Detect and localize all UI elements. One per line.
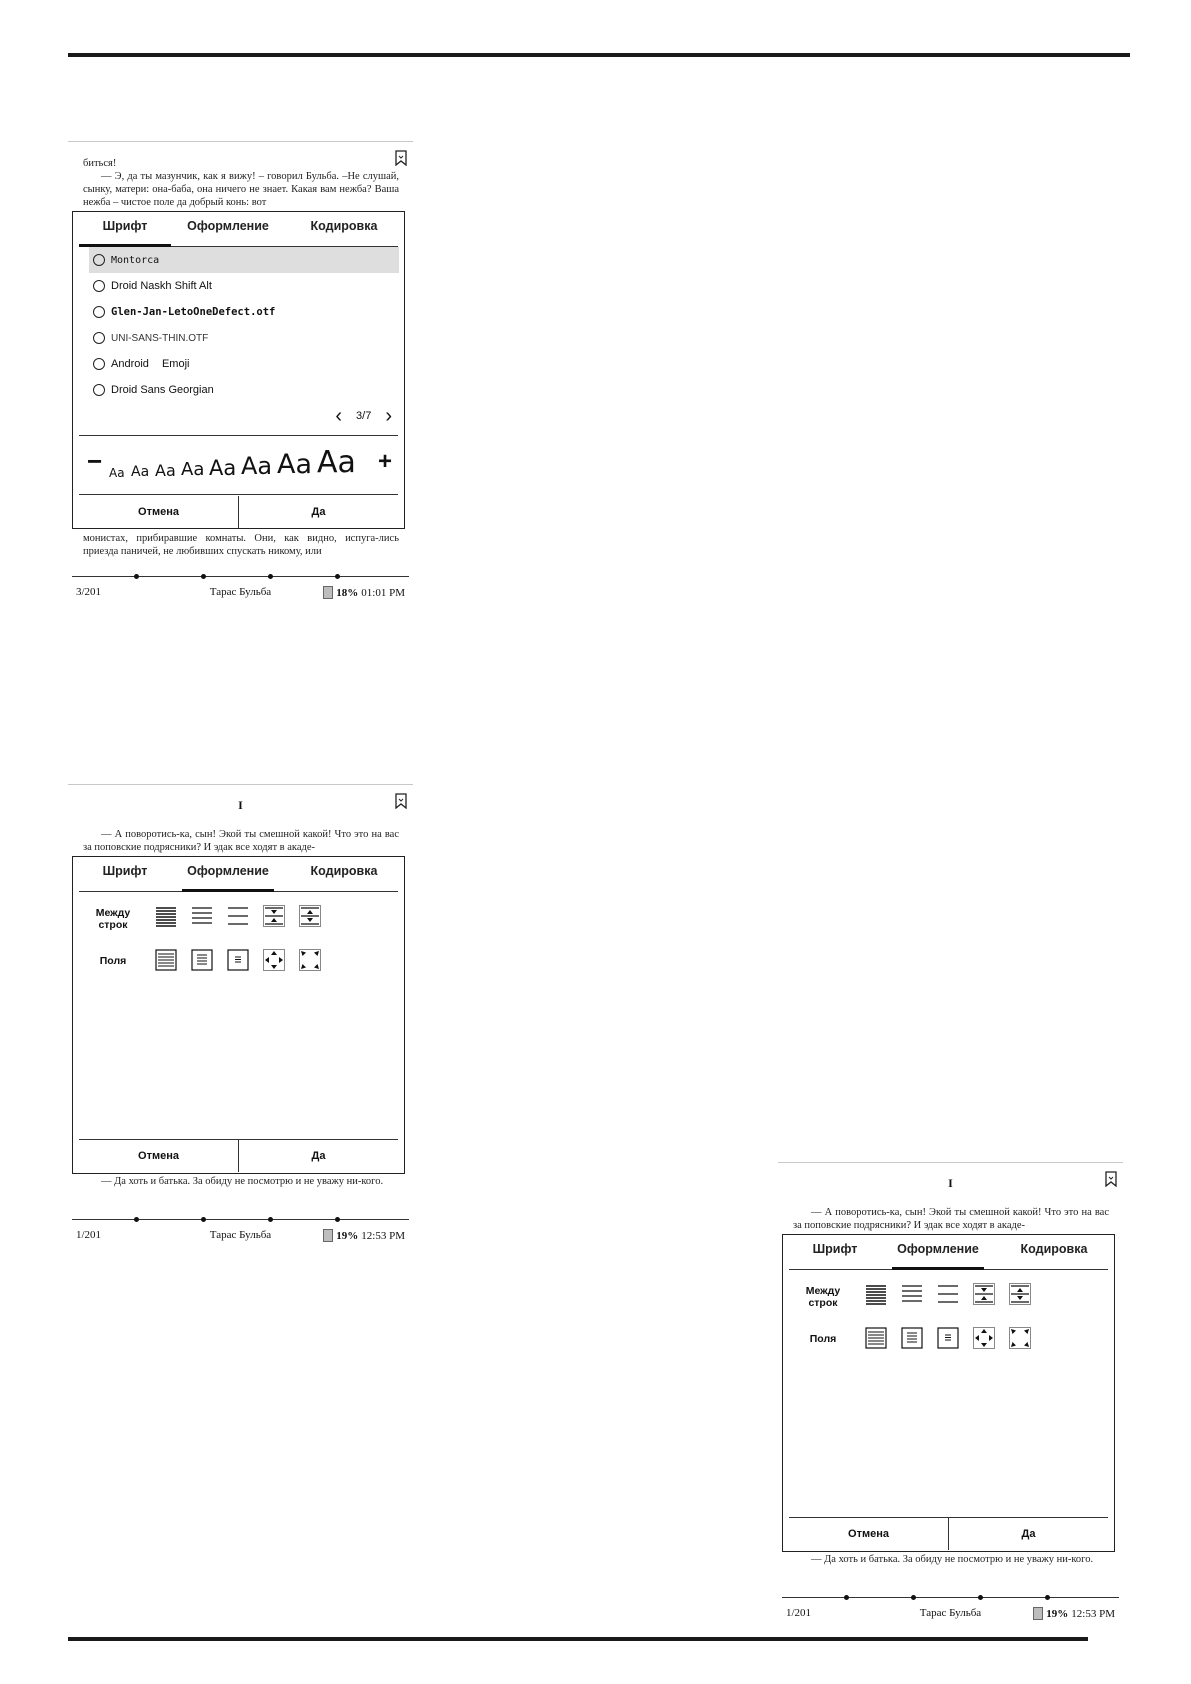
cancel-button[interactable]: Отмена	[79, 1140, 239, 1172]
radio-button-icon	[93, 254, 105, 266]
line-spacing-increase-icon[interactable]	[299, 905, 321, 927]
line-spacing-label: Между строк	[95, 907, 131, 931]
margins-label: Поля	[809, 1333, 837, 1345]
clock: 01:01 PM	[361, 586, 405, 599]
dialog-buttons	[79, 1139, 398, 1172]
layout-settings-dialog	[782, 1234, 1115, 1552]
font-size-option[interactable]: Aa	[209, 456, 237, 480]
battery-level: 19%	[1046, 1607, 1069, 1620]
font-size-selector	[79, 435, 398, 495]
reading-progress-bar[interactable]	[72, 576, 409, 577]
line-spacing-increase-icon[interactable]	[1009, 1283, 1031, 1305]
status-bar	[786, 1607, 1115, 1621]
margins-large-icon[interactable]	[937, 1327, 959, 1349]
dialog-buttons	[79, 496, 398, 528]
font-option[interactable]	[89, 351, 399, 377]
progress-dot	[134, 574, 139, 579]
progress-dot	[1045, 1595, 1050, 1600]
page-number: 1/201	[786, 1607, 812, 1619]
decrease-size-button[interactable]: −	[87, 446, 103, 476]
book-title: Тарас Бульба	[209, 586, 272, 598]
dialog-buttons	[789, 1517, 1108, 1550]
book-title: Тарас Бульба	[919, 1607, 982, 1619]
font-settings-dialog	[72, 211, 405, 529]
tab-encoding[interactable]: Кодировка	[1020, 1242, 1088, 1256]
page-number: 1/201	[76, 1229, 102, 1241]
font-size-option[interactable]: Aa	[241, 452, 273, 480]
battery-level: 18%	[336, 586, 359, 599]
line-spacing-wide-icon[interactable]	[227, 905, 249, 927]
chapter-number: I	[948, 1176, 953, 1190]
font-option[interactable]	[89, 273, 399, 299]
increase-size-button[interactable]: +	[377, 448, 392, 475]
layout-settings-dialog	[72, 856, 405, 1174]
margins-decrease-icon[interactable]	[263, 949, 285, 971]
cancel-button[interactable]: Отмена	[79, 496, 239, 528]
font-option-label: Montorca	[111, 254, 160, 266]
book-text-bottom: — Да хоть и батька. За обиду не посмотрю и не уважу ни-кого.	[101, 1176, 384, 1187]
page-number: 3/201	[76, 586, 102, 598]
line-spacing-normal-icon[interactable]	[191, 905, 213, 927]
font-option[interactable]	[89, 247, 399, 273]
progress-dot	[844, 1595, 849, 1600]
tab-encoding[interactable]: Кодировка	[310, 864, 378, 878]
page-top-rule	[68, 53, 1130, 57]
progress-dot	[268, 574, 273, 579]
clock: 12:53 PM	[361, 1229, 405, 1242]
reading-progress-bar[interactable]	[72, 1219, 409, 1220]
radio-button-icon	[93, 306, 105, 318]
settings-tabs	[789, 1235, 1108, 1270]
progress-dot	[978, 1595, 983, 1600]
line-spacing-tight-icon[interactable]	[865, 1283, 887, 1305]
screen-top-line	[68, 141, 413, 142]
radio-button-icon	[93, 384, 105, 396]
status-bar	[76, 1229, 405, 1243]
font-size-option[interactable]: Aa	[131, 464, 150, 480]
font-option[interactable]	[89, 377, 399, 403]
tab-layout[interactable]: Оформление	[892, 1242, 984, 1268]
reader-screen-font	[68, 141, 413, 601]
progress-dot	[268, 1217, 273, 1222]
ok-button[interactable]: Да	[311, 506, 326, 518]
status-bar	[76, 586, 405, 600]
chapter-number: I	[238, 798, 243, 812]
line-spacing-decrease-icon[interactable]	[263, 905, 285, 927]
book-text-top: — А поворотись-ка, сын! Экой ты смешной какой! Что это на вас за поповские подрясники? И эдак все ходят в акаде-	[793, 1207, 1109, 1231]
book-text-bottom: — Да хоть и батька. За обиду не посмотрю и не уважу ни-кого.	[811, 1554, 1094, 1565]
reading-progress-bar[interactable]	[782, 1597, 1119, 1598]
font-size-option[interactable]: Aa	[317, 445, 356, 480]
book-text-bottom: монистах, прибиравшие комнаты. Они, как видно, испуга-лись приезда паничей, не любивших спускать никому, или	[83, 533, 399, 557]
font-option[interactable]	[89, 325, 399, 351]
line-spacing-wide-icon[interactable]	[937, 1283, 959, 1305]
margins-small-icon[interactable]	[901, 1327, 923, 1349]
radio-button-icon	[93, 358, 105, 370]
line-spacing-tight-icon[interactable]	[155, 905, 177, 927]
progress-dot	[134, 1217, 139, 1222]
clock: 12:53 PM	[1071, 1607, 1115, 1620]
tab-font[interactable]: Шрифт	[102, 864, 148, 878]
font-size-option[interactable]: Aa	[277, 449, 313, 480]
font-option-label: Glen-Jan-LetoOneDefect.otf	[111, 306, 276, 318]
page-indicator: 3/7	[356, 410, 372, 422]
battery-icon	[323, 1229, 333, 1242]
screen-top-line	[778, 1162, 1123, 1163]
tab-layout[interactable]: Оформление	[187, 219, 269, 233]
book-text-top: биться! — Э, да ты мазунчик, как я вижу! – говорил Бульба. –Не слушай, сынку, матери: она-баба, она ничего не знает. Какая вам нежба? Ваша нежба – чистое поле да добрый конь: вот	[83, 158, 399, 208]
battery-icon	[1033, 1607, 1043, 1620]
radio-button-icon	[93, 332, 105, 344]
chevron-right-icon[interactable]: ›	[385, 405, 392, 427]
line-spacing-normal-icon[interactable]	[901, 1283, 923, 1305]
font-size-option[interactable]: Aa	[155, 461, 176, 480]
font-option-label: Droid Sans Georgian	[111, 384, 214, 396]
progress-dot	[335, 1217, 340, 1222]
font-option-label: UNI-SANS-THIN.OTF	[111, 332, 209, 344]
font-size-option[interactable]: Aa	[109, 466, 125, 480]
ok-button[interactable]: Да	[311, 1150, 326, 1162]
progress-dot	[201, 574, 206, 579]
battery-level: 19%	[336, 1229, 359, 1242]
line-spacing-decrease-icon[interactable]	[973, 1283, 995, 1305]
settings-tabs	[79, 857, 398, 892]
progress-dot	[911, 1595, 916, 1600]
tab-layout[interactable]: Оформление	[182, 864, 274, 890]
page-bottom-rule	[68, 1637, 1088, 1641]
battery-icon	[323, 586, 333, 599]
margins-increase-icon[interactable]	[1009, 1327, 1031, 1349]
ok-button[interactable]: Да	[1021, 1528, 1036, 1540]
font-size-option[interactable]: Aa	[181, 459, 205, 480]
margins-large-icon[interactable]	[227, 949, 249, 971]
margins-none-icon[interactable]	[865, 1327, 887, 1349]
font-option-label: Android Emoji	[111, 358, 190, 370]
margins-decrease-icon[interactable]	[973, 1327, 995, 1349]
chevron-left-icon[interactable]: ‹	[335, 405, 343, 427]
tab-encoding[interactable]: Кодировка	[310, 219, 378, 233]
tab-font[interactable]: Шрифт	[79, 219, 171, 245]
font-list-pager	[335, 405, 392, 427]
line-spacing-label: Между строк	[805, 1285, 841, 1309]
progress-dot	[201, 1217, 206, 1222]
book-text-top: — А поворотись-ка, сын! Экой ты смешной какой! Что это на вас за поповские подрясники? И эдак все ходят в акаде-	[83, 829, 399, 853]
reader-screen-layout	[68, 784, 413, 1244]
book-title: Тарас Бульба	[209, 1229, 272, 1241]
screen-top-line	[68, 784, 413, 785]
font-option[interactable]	[89, 299, 399, 325]
margins-label: Поля	[99, 955, 127, 967]
settings-tabs	[79, 212, 398, 247]
reader-screen-layout-copy	[778, 1162, 1123, 1622]
margins-increase-icon[interactable]	[299, 949, 321, 971]
progress-dot	[335, 574, 340, 579]
margins-none-icon[interactable]	[155, 949, 177, 971]
cancel-button[interactable]: Отмена	[789, 1518, 949, 1550]
font-option-label: Droid Naskh Shift Alt	[111, 280, 212, 292]
margins-small-icon[interactable]	[191, 949, 213, 971]
radio-button-icon	[93, 280, 105, 292]
tab-font[interactable]: Шрифт	[812, 1242, 858, 1256]
